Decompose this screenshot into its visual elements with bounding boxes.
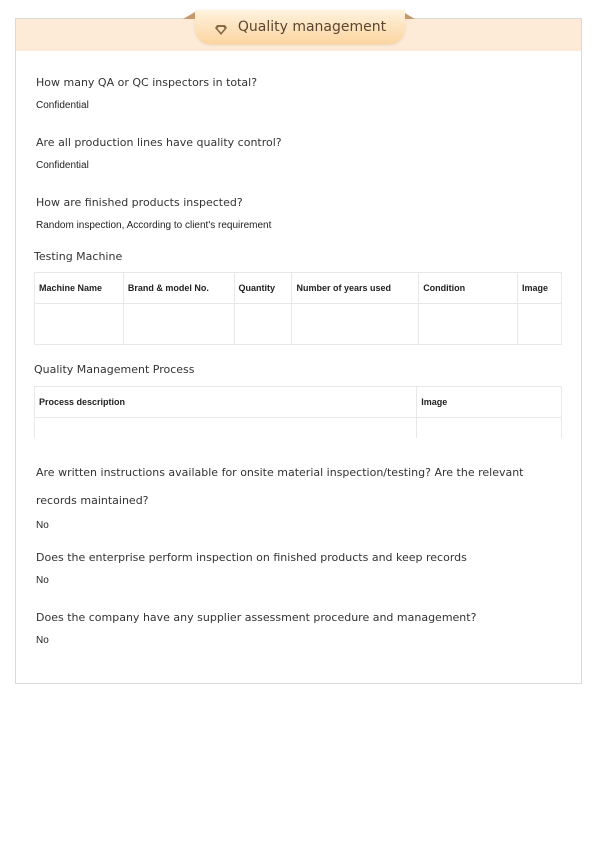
question-text: How many QA or QC inspectors in total? (36, 76, 258, 89)
qa-item (36, 135, 576, 173)
table-cell (35, 304, 124, 345)
table-row (35, 418, 562, 438)
table-row (35, 304, 562, 345)
section-ribbon (195, 10, 405, 44)
column-header: Number of years used (292, 273, 419, 304)
table-header-row (35, 387, 562, 418)
table-cell (292, 304, 419, 345)
qm-process-title: Quality Management Process (34, 363, 195, 376)
table-header-row (35, 273, 562, 304)
answer-text: Random inspection, According to client's requirement (36, 220, 272, 231)
column-header: Brand & model No. (123, 273, 234, 304)
qa-item (36, 75, 576, 113)
ribbon-fold-left (183, 12, 195, 19)
question-text: Are written instructions available for onsite material inspection/testing? Are the relevant records maintained? (36, 466, 524, 507)
table-cell (234, 304, 292, 345)
column-header: Machine Name (35, 273, 124, 304)
column-header: Condition (419, 273, 518, 304)
question-text: Are all production lines have quality control? (36, 136, 282, 149)
table-cell (123, 304, 234, 345)
qa-item (36, 610, 576, 648)
column-header: Image (417, 387, 562, 418)
table-cell (419, 304, 518, 345)
answer-text: No (36, 520, 49, 531)
qa-item (36, 550, 576, 588)
answer-text: Confidential (36, 100, 89, 111)
qm-process-table (34, 386, 562, 438)
section-title: Quality management (237, 19, 387, 35)
table-cell (417, 418, 562, 438)
diamond-icon (214, 21, 228, 33)
table-cell (518, 304, 562, 345)
column-header: Quantity (234, 273, 292, 304)
question-text: Does the company have any supplier assessment procedure and management? (36, 611, 477, 624)
column-header: Image (518, 273, 562, 304)
qa-item (36, 459, 556, 533)
answer-text: No (36, 575, 49, 586)
question-text: Does the enterprise perform inspection on finished products and keep records (36, 551, 467, 564)
table-cell (35, 418, 417, 438)
column-header: Process description (35, 387, 417, 418)
answer-text: No (36, 635, 49, 646)
question-text: How are finished products inspected? (36, 196, 243, 209)
answer-text: Confidential (36, 160, 89, 171)
testing-machine-title: Testing Machine (34, 250, 123, 263)
testing-machine-table (34, 272, 562, 345)
qa-item (36, 195, 576, 233)
